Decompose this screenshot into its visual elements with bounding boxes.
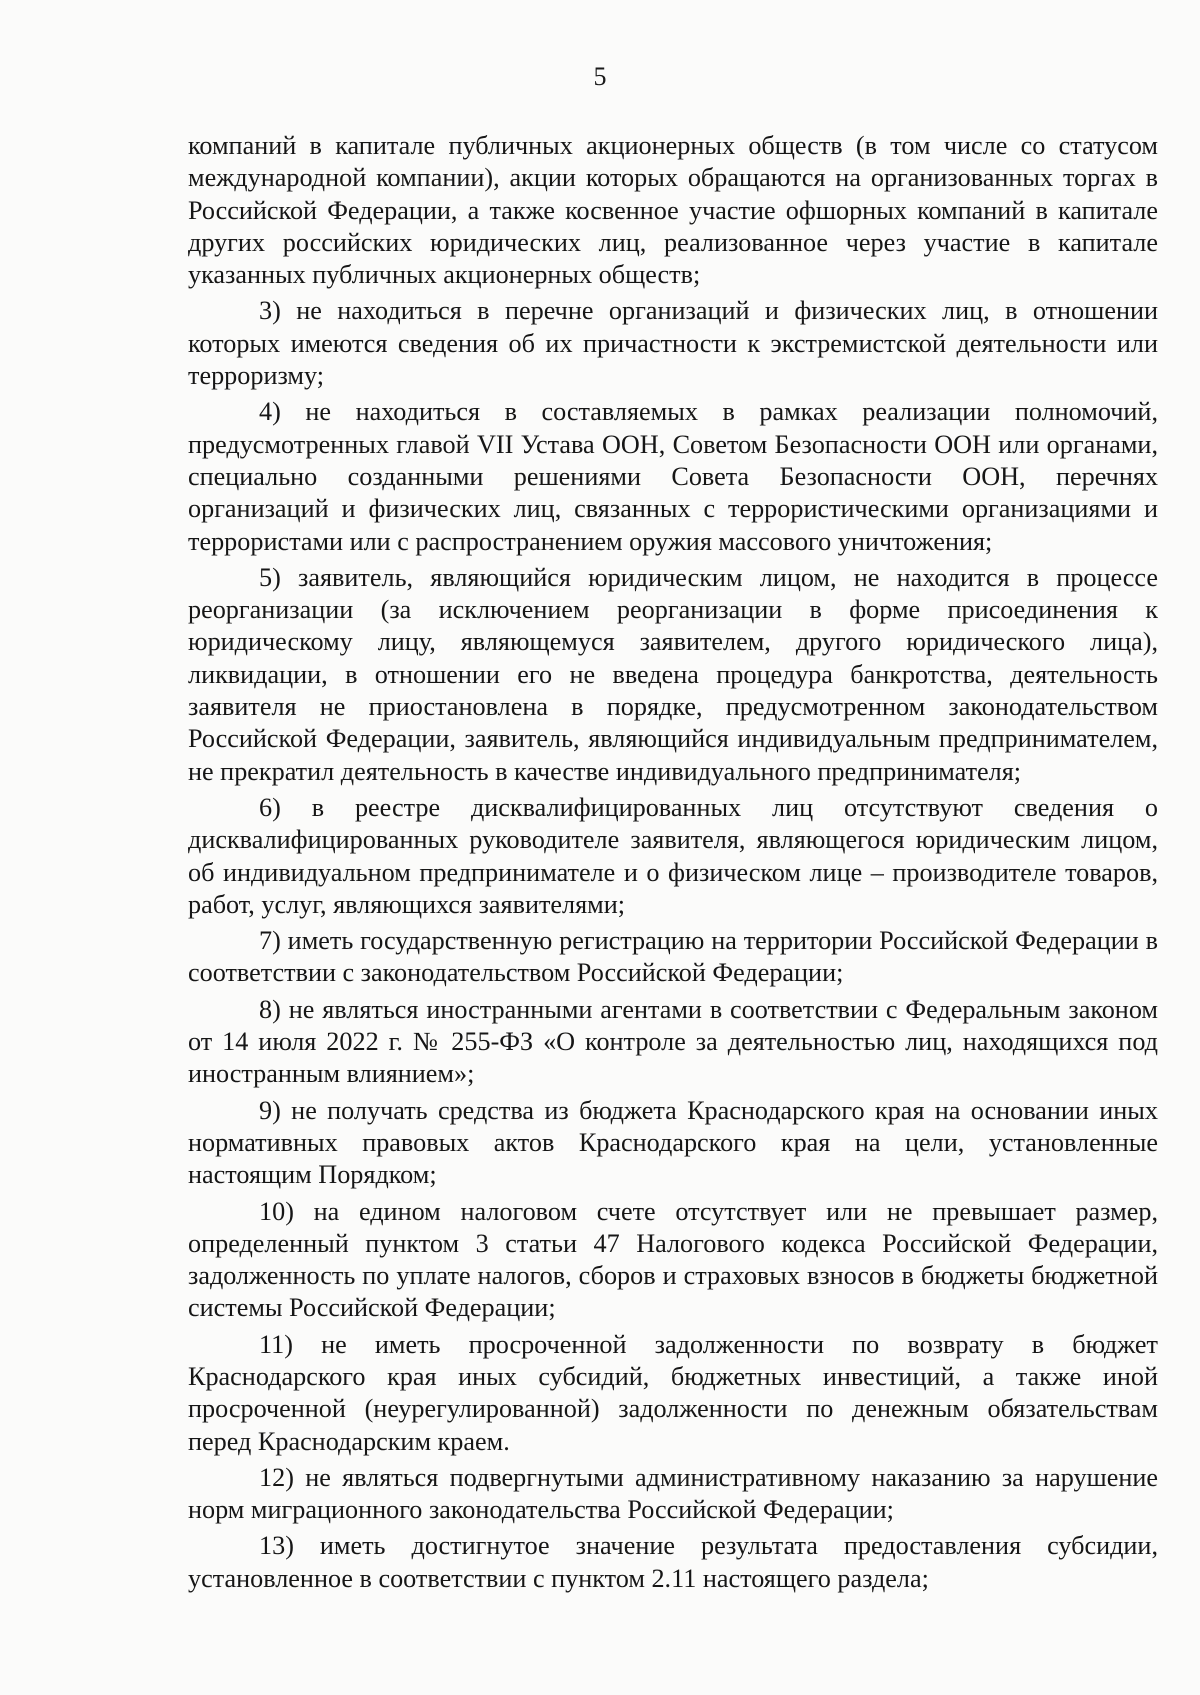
- paragraph-continuation: компаний в капитале публичных акционерных обществ (в том числе со статусом международной компании), акции которых обращаются на организованных торгах в Российской Федерации, а также косвенное участие офшорных компаний в капитале других российских юридических лиц, реализованное через участие в капитале указанных публичных акционерных обществ;: [188, 131, 1158, 290]
- paragraph-item-12: 12) не являться подвергнутыми административному наказанию за нарушение норм миграционного законодательства Российской Федерации;: [188, 1462, 1158, 1525]
- paragraph-item-11: 11) не иметь просроченной задолженности по возврату в бюджет Краснодарского края иных субсидий, бюджетных инвестиций, а также иной просроченной (неурегулированной) задолженности по денежным обязательствам перед Краснодарским краем.: [188, 1329, 1158, 1456]
- page-number: 5: [593, 62, 607, 91]
- paragraph-item-5: 5) заявитель, являющийся юридическим лицом, не находится в процессе реорганизации (за исключением реорганизации в форме присоединения к юридическому лицу, являющемуся заявителем, другого юридического лица), ликвидации, в отношении его не введена процедура банкротства, деятельность заявителя не приостановлена в порядке, предусмотренном законодательством Российской Федерации, заявитель, являющийся индивидуальным предпринимателем, не прекратил деятельность в качестве индивидуального предпринимателя;: [188, 562, 1158, 786]
- paragraph-item-10: 10) на едином налоговом счете отсутствует или не превышает размер, определенный пунктом 3 статьи 47 Налогового кодекса Российской Федерации, задолженность по уплате налогов, сборов и страховых взносов в бюджеты бюджетной системы Российской Федерации;: [188, 1196, 1158, 1323]
- paragraph-item-7: 7) иметь государственную регистрацию на территории Российской Федерации в соответствии с законодательством Российской Федерации;: [188, 926, 1158, 988]
- paragraph-item-8: 8) не являться иностранными агентами в соответствии с Федеральным законом от 14 июля 2022 г. № 255-ФЗ «О контроле за деятельностью лиц, находящихся под иностранным влиянием»;: [188, 994, 1158, 1089]
- document-body: [188, 130, 1158, 1599]
- paragraph-item-4: 4) не находиться в составляемых в рамках реализации полномочий, предусмотренных главой VII Устава ООН, Советом Безопасности ООН или органами, специально созданными решениями Совета Безопасности ООН, перечнях организаций и физических лиц, связанных с террористическими организациями и террористами или с распространением оружия массового уничтожения;: [188, 397, 1158, 556]
- paragraph-item-9: 9) не получать средства из бюджета Краснодарского края на основании иных нормативных правовых актов Краснодарского края на цели, установленные настоящим Порядком;: [188, 1095, 1158, 1190]
- paragraph-item-13: 13) иметь достигнутое значение результата предоставления субсидии, установленное в соответствии с пунктом 2.11 настоящего раздела;: [188, 1531, 1158, 1593]
- paragraph-item-3: 3) не находиться в перечне организаций и физических лиц, в отношении которых имеются сведения об их причастности к экстремистской деятельности или терроризму;: [188, 296, 1158, 391]
- paragraph-item-6: 6) в реестре дисквалифицированных лиц отсутствуют сведения о дисквалифицированных руководителе заявителя, являющегося юридическим лицом, об индивидуальном предпринимателе и о физическом лице – производителе товаров, работ, услуг, являющихся заявителями;: [188, 792, 1158, 919]
